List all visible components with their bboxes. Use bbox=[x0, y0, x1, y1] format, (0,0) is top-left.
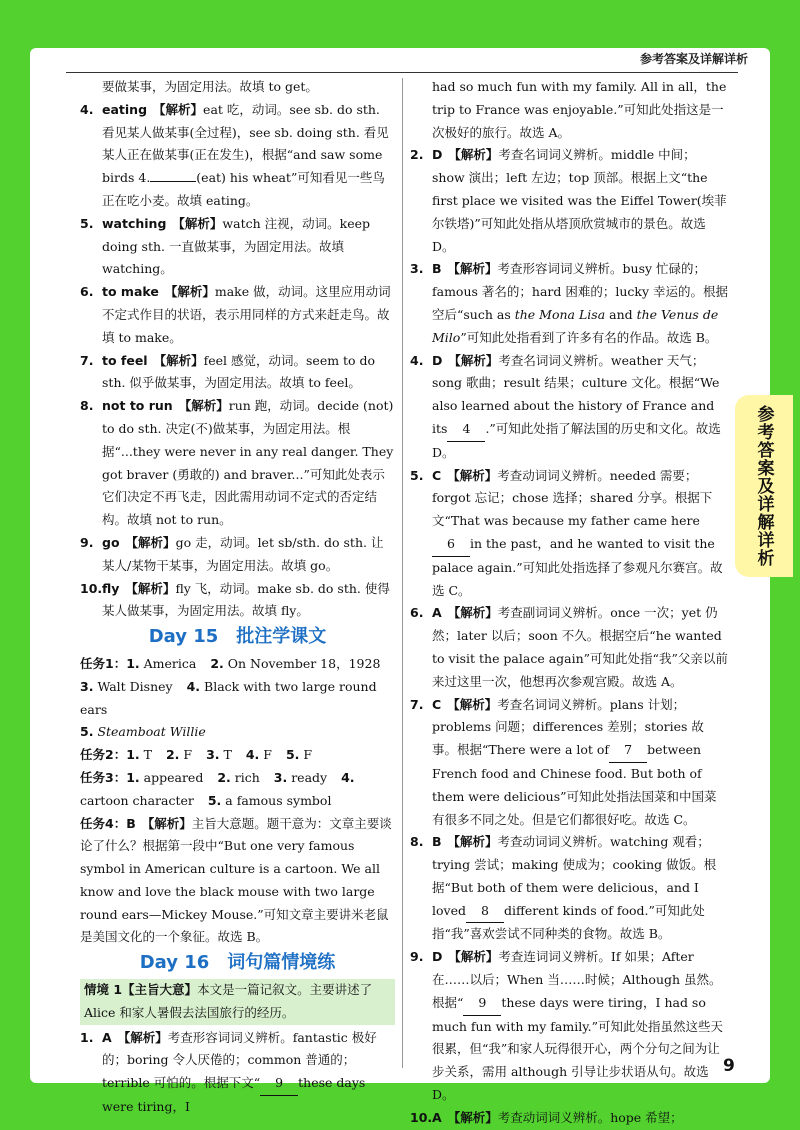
item-answer: eating bbox=[102, 101, 148, 117]
answer-item-4 bbox=[80, 99, 395, 213]
item-number: 2. bbox=[410, 147, 424, 163]
task-4-answer bbox=[80, 813, 395, 950]
item-answer: B bbox=[126, 815, 136, 831]
task-item-value: Black with two large round ears bbox=[80, 678, 377, 717]
item-number: 9. bbox=[410, 949, 424, 965]
answer-item-7 bbox=[410, 694, 728, 832]
page-number: 9 bbox=[723, 1056, 735, 1076]
task-item-number: 4. bbox=[245, 747, 260, 763]
item-answer: not to run bbox=[102, 398, 173, 414]
task-item-number: 3. bbox=[206, 747, 220, 763]
analysis-tag: 【解析】 bbox=[447, 467, 498, 483]
item-answer: C bbox=[432, 467, 442, 483]
analysis-text: .”可知此处指了解法国的历史和文化。故选 D。 bbox=[432, 420, 721, 460]
task-1-answers bbox=[80, 653, 395, 744]
task-item-number: 5. bbox=[285, 747, 300, 763]
blank-line: 9 bbox=[260, 1072, 298, 1096]
analysis-tag: 【解析】 bbox=[447, 261, 498, 277]
analysis-text: 考查名词词义辨析。plans 计划；problems 问题；differences 差别；stories 故事。根据“There were a lot of bbox=[432, 696, 704, 758]
analysis-tag: 【解析】 bbox=[447, 605, 498, 621]
analysis-tag: 【解析】 bbox=[447, 834, 498, 850]
task-item-value: cartoon character bbox=[80, 792, 194, 808]
item-number: 8. bbox=[410, 834, 424, 850]
analysis-tag: 【解析】 bbox=[153, 352, 204, 368]
item-answer: to make bbox=[102, 284, 159, 300]
answer-continuation: had so much fun with my family. All in all，the trip to France was enjoyable.”可知此处指这是一次极好的旅行。故选 A。 bbox=[432, 79, 727, 140]
task-item-number: 5. bbox=[80, 724, 94, 740]
task-label: 任务4： bbox=[80, 815, 127, 831]
task-item-number: 1. bbox=[126, 769, 140, 785]
answer-item-10 bbox=[80, 578, 395, 624]
item-number: 5. bbox=[410, 467, 424, 483]
item-answer: B bbox=[432, 261, 442, 277]
day-16-heading: Day 16 词句篇情境练 bbox=[139, 952, 336, 974]
analysis-text: these days were tiring，I bbox=[102, 1075, 366, 1115]
item-number: 1. bbox=[80, 1029, 94, 1045]
day-15-heading: Day 15 批注学课文 bbox=[148, 626, 327, 648]
analysis-tag: 【解析】 bbox=[164, 284, 215, 300]
analysis-text: (eat) his wheat”可知看见一些鸟正在吃小麦。故填 eating。 bbox=[102, 170, 385, 208]
answer-item-8 bbox=[410, 831, 728, 946]
analysis-text: these days were tiring，I had so much fun with my family.”可知此处指虽然这些天很累，但“我”和家人玩得很开心，两个分句之间为让步关系，需用 although 引导让步状语从句。故选 D。 bbox=[432, 994, 723, 1103]
task-item-value: T bbox=[223, 747, 232, 763]
task-3-answers bbox=[80, 767, 395, 813]
answer-item-8 bbox=[80, 395, 395, 532]
task-item-number: 2. bbox=[210, 655, 224, 671]
item-number: 6. bbox=[80, 284, 94, 300]
item-answer: fly bbox=[102, 580, 120, 596]
task-item-value: F bbox=[263, 747, 272, 763]
task-item-value: Steamboat Willie bbox=[97, 724, 206, 740]
item-answer: D bbox=[432, 147, 443, 163]
item-answer: C bbox=[432, 696, 442, 712]
item-number: 7. bbox=[410, 696, 424, 712]
analysis-text: 考查形容词词义辨析。fantastic 极好的；boring 令人厌倦的；common 普通的；terrible 可怕的。根据下文“ bbox=[102, 1029, 377, 1091]
item-answer: D bbox=[432, 949, 443, 965]
answer-item-7 bbox=[80, 350, 395, 396]
blank-line: 6 bbox=[432, 533, 470, 557]
analysis-text: in the past，and he wanted to visit the palace again.”可知此处指选择了参观凡尔赛宫。故选 C。 bbox=[432, 535, 723, 598]
task-item-number: 5. bbox=[207, 792, 222, 808]
answer-item-5 bbox=[410, 465, 728, 603]
task-item-value: F bbox=[303, 747, 313, 763]
analysis-text: eat 吃，动词。see sb. do sth. 看见某人做某事(全过程)，see sb. doing sth. 看见某人正在做某事(正在发生)，根据“and saw some birds 4. bbox=[102, 101, 389, 186]
task-item-value: appeared bbox=[143, 769, 204, 785]
analysis-tag: 【解析】 bbox=[172, 215, 223, 231]
item-number: 4. bbox=[80, 101, 94, 117]
item-number: 4. bbox=[410, 352, 424, 368]
item-answer: A bbox=[102, 1029, 112, 1045]
item-number: 3. bbox=[410, 261, 424, 277]
analysis-tag: 【解析】 bbox=[447, 1109, 498, 1125]
task-item-number: 2. bbox=[165, 747, 180, 763]
analysis-text: 考查形容词词义辨析。busy 忙碌的；famous 著名的；hard 困难的；lucky 幸运的。根据空后“such as bbox=[432, 261, 729, 322]
item-number: 9. bbox=[80, 534, 94, 550]
task-item-number: 3. bbox=[273, 769, 288, 785]
analysis-text: 考查动词词义辨析。needed 需要；forgot 忘记；chose 选择；shared 分享。根据下文“That was because my father came here bbox=[432, 467, 713, 529]
analysis-tag: 【解析】 bbox=[153, 101, 204, 117]
item-answer: watching bbox=[102, 215, 167, 231]
analysis-tag: 【解析】 bbox=[141, 815, 192, 831]
answer-item-6 bbox=[80, 281, 395, 349]
task-item-value: Walt Disney bbox=[97, 678, 173, 694]
item-number: 5. bbox=[80, 215, 94, 231]
analysis-text: ”可知此处指看到了许多有名的作品。故选 B。 bbox=[460, 329, 718, 345]
item-answer: go bbox=[102, 534, 120, 550]
task-label: 任务1： bbox=[80, 655, 127, 671]
task-item-value: T bbox=[143, 747, 152, 763]
analysis-text: different kinds of food.”可知此处指“我”喜欢尝试不同种类的食物。故选 B。 bbox=[432, 902, 705, 942]
analysis-text: between French food and Chinese food. But both of them were delicious”可知此处指法国菜和中国菜有很多不同之处。但是它们都很好吃。故选 C。 bbox=[432, 742, 717, 827]
task-item-number: 4. bbox=[341, 769, 355, 785]
item-answer: D bbox=[432, 352, 443, 368]
task-item-number: 1. bbox=[126, 655, 140, 671]
analysis-text: feel 感觉，动词。seem to do sth. 似乎做某事，为固定用法。故填 to feel。 bbox=[102, 352, 376, 391]
analysis-text: 考查动词词义辨析。hope 希望； bbox=[497, 1109, 683, 1125]
answer-item-1 bbox=[80, 1027, 395, 1119]
analysis-text: watch 注视，动词。keep doing sth. 一直做某事，为固定用法。故填 watching。 bbox=[102, 215, 370, 277]
answer-item-3 bbox=[410, 258, 728, 349]
answer-item-6 bbox=[410, 602, 728, 693]
analysis-text: 考查连词词义辨析。If 如果；After 在……以后；When 当……时候；Although 虽然。根据“ bbox=[432, 949, 722, 1010]
work-title: the Mona Lisa bbox=[514, 306, 606, 322]
scene-1-summary bbox=[80, 979, 395, 1025]
answer-item-2 bbox=[410, 144, 728, 258]
item-answer: B bbox=[432, 834, 442, 850]
item-number: 10. bbox=[410, 1109, 433, 1125]
analysis-tag: 【解析】 bbox=[447, 696, 498, 712]
task-item-number: 1. bbox=[126, 747, 140, 763]
blank-line: 4 bbox=[447, 418, 485, 442]
analysis-text: fly 飞，动词。make sb. do sth. 使得某人做某事，为固定用法。故填 fly。 bbox=[102, 580, 390, 619]
blank-line bbox=[150, 181, 196, 182]
analysis-text: and bbox=[605, 306, 637, 322]
header-divider bbox=[66, 72, 738, 73]
task-item-number: 4. bbox=[186, 678, 201, 694]
task-item-value: F bbox=[183, 747, 193, 763]
blank-line: 7 bbox=[609, 739, 647, 763]
task-item-number: 2. bbox=[217, 769, 231, 785]
analysis-text: 考查名词词义辨析。weather 天气；song 歌曲；result 结果；culture 文化。根据“We also learned about the history of France and its bbox=[432, 352, 720, 436]
work-title: the Venus de Milo bbox=[432, 306, 719, 345]
analysis-tag: 【解析】 bbox=[125, 580, 176, 596]
task-label: 任务2： bbox=[80, 747, 127, 763]
item-answer: A bbox=[432, 605, 442, 621]
blank-line: 9 bbox=[463, 992, 501, 1016]
task-item-value: America bbox=[143, 655, 197, 671]
task-item-value: On November 18，1928 bbox=[227, 655, 381, 671]
task-2-answers bbox=[80, 744, 395, 767]
analysis-text: 考查动词词义辨析。watching 观看；trying 尝试；making 使成为；cooking 做饭。根据“But both of them were delicious，and I loved bbox=[432, 834, 717, 918]
analysis-tag: 【解析】 bbox=[448, 949, 499, 965]
item-answer: A bbox=[432, 1109, 442, 1125]
answer-item-5 bbox=[80, 213, 395, 281]
task-item-value: rich bbox=[234, 769, 260, 785]
analysis-tag: 【解析】 bbox=[117, 1029, 168, 1045]
scene-label: 情境 1【主旨大意】 bbox=[84, 982, 198, 998]
analysis-text: go 走，动词。let sb/sth. do sth. 让某人/某物干某事，为固定用法。故填 go。 bbox=[102, 534, 384, 573]
task-item-value: a famous symbol bbox=[225, 792, 332, 808]
task-item-value: ready bbox=[291, 769, 328, 785]
analysis-text: 考查名词词义辨析。middle 中间；show 演出；left 左边；top 顶部。根据上文“the first place we visited was the Eiffel Tower(埃菲尔铁塔)”可知此处指从塔顶欣赏城市的景色。故选 D。 bbox=[432, 147, 727, 254]
answer-item-4 bbox=[410, 350, 728, 465]
item-number: 7. bbox=[80, 352, 94, 368]
task-item-number: 3. bbox=[80, 678, 94, 694]
item-answer: to feel bbox=[102, 352, 148, 368]
analysis-text: make 做，动词。这里应用动词不定式作目的状语，表示用同样的方式来赶走鸟。故填 to make。 bbox=[102, 284, 391, 345]
column-divider bbox=[402, 78, 403, 1068]
analysis-tag: 【解析】 bbox=[448, 147, 499, 163]
scene-text: 本文是一篇记叙文。主要讲述了 Alice 和家人暑假去法国旅行的经历。 bbox=[84, 982, 373, 1020]
analysis-tag: 【解析】 bbox=[125, 534, 176, 550]
side-tab-label: 参考答案及详解详析 bbox=[753, 405, 774, 567]
item-number: 6. bbox=[410, 605, 424, 621]
answer-continuation: 要做某事，为固定用法。故填 to get。 bbox=[102, 79, 318, 94]
left-column bbox=[80, 76, 395, 1119]
blank-line: 8 bbox=[466, 900, 504, 924]
analysis-text: run 跑，动词。decide (not) to do sth. 决定(不)做某事，为固定用法。根据“...they were never in any real danger. They got braver (勇敢的) and braver...”可知此处表示它们决定不再飞走，因此需用动词不定式的否定结构。故填 not to run。 bbox=[102, 398, 394, 528]
item-number: 10. bbox=[80, 580, 103, 596]
analysis-tag: 【解析】 bbox=[178, 398, 229, 414]
analysis-text: 主旨大意题。题干意为：文章主要谈论了什么？根据第一段中“But one very famous symbol in American culture is a cartoon. We all know and love the black mouse with two large round ears—Mickey Mouse.”可知文章主要讲米老鼠是美国文化的一个象征。故选 B。 bbox=[80, 815, 392, 945]
analysis-text: 考查副词词义辨析。once 一次；yet 仍然；later 以后；soon 不久。根据空后“he wanted to visit the palace again”可知此处指“我”父亲以前来过这里一次，他想再次参观宫殿。故选 A。 bbox=[432, 605, 728, 689]
page-header-title: 参考答案及详解详析 bbox=[639, 52, 748, 66]
analysis-tag: 【解析】 bbox=[448, 352, 499, 368]
side-section-tab[interactable] bbox=[735, 395, 793, 577]
answer-item-10 bbox=[410, 1107, 728, 1130]
answer-item-9 bbox=[80, 532, 395, 578]
right-column bbox=[410, 76, 728, 1130]
item-number: 8. bbox=[80, 398, 94, 414]
answer-item-9 bbox=[410, 946, 728, 1107]
task-label: 任务3： bbox=[80, 769, 127, 785]
